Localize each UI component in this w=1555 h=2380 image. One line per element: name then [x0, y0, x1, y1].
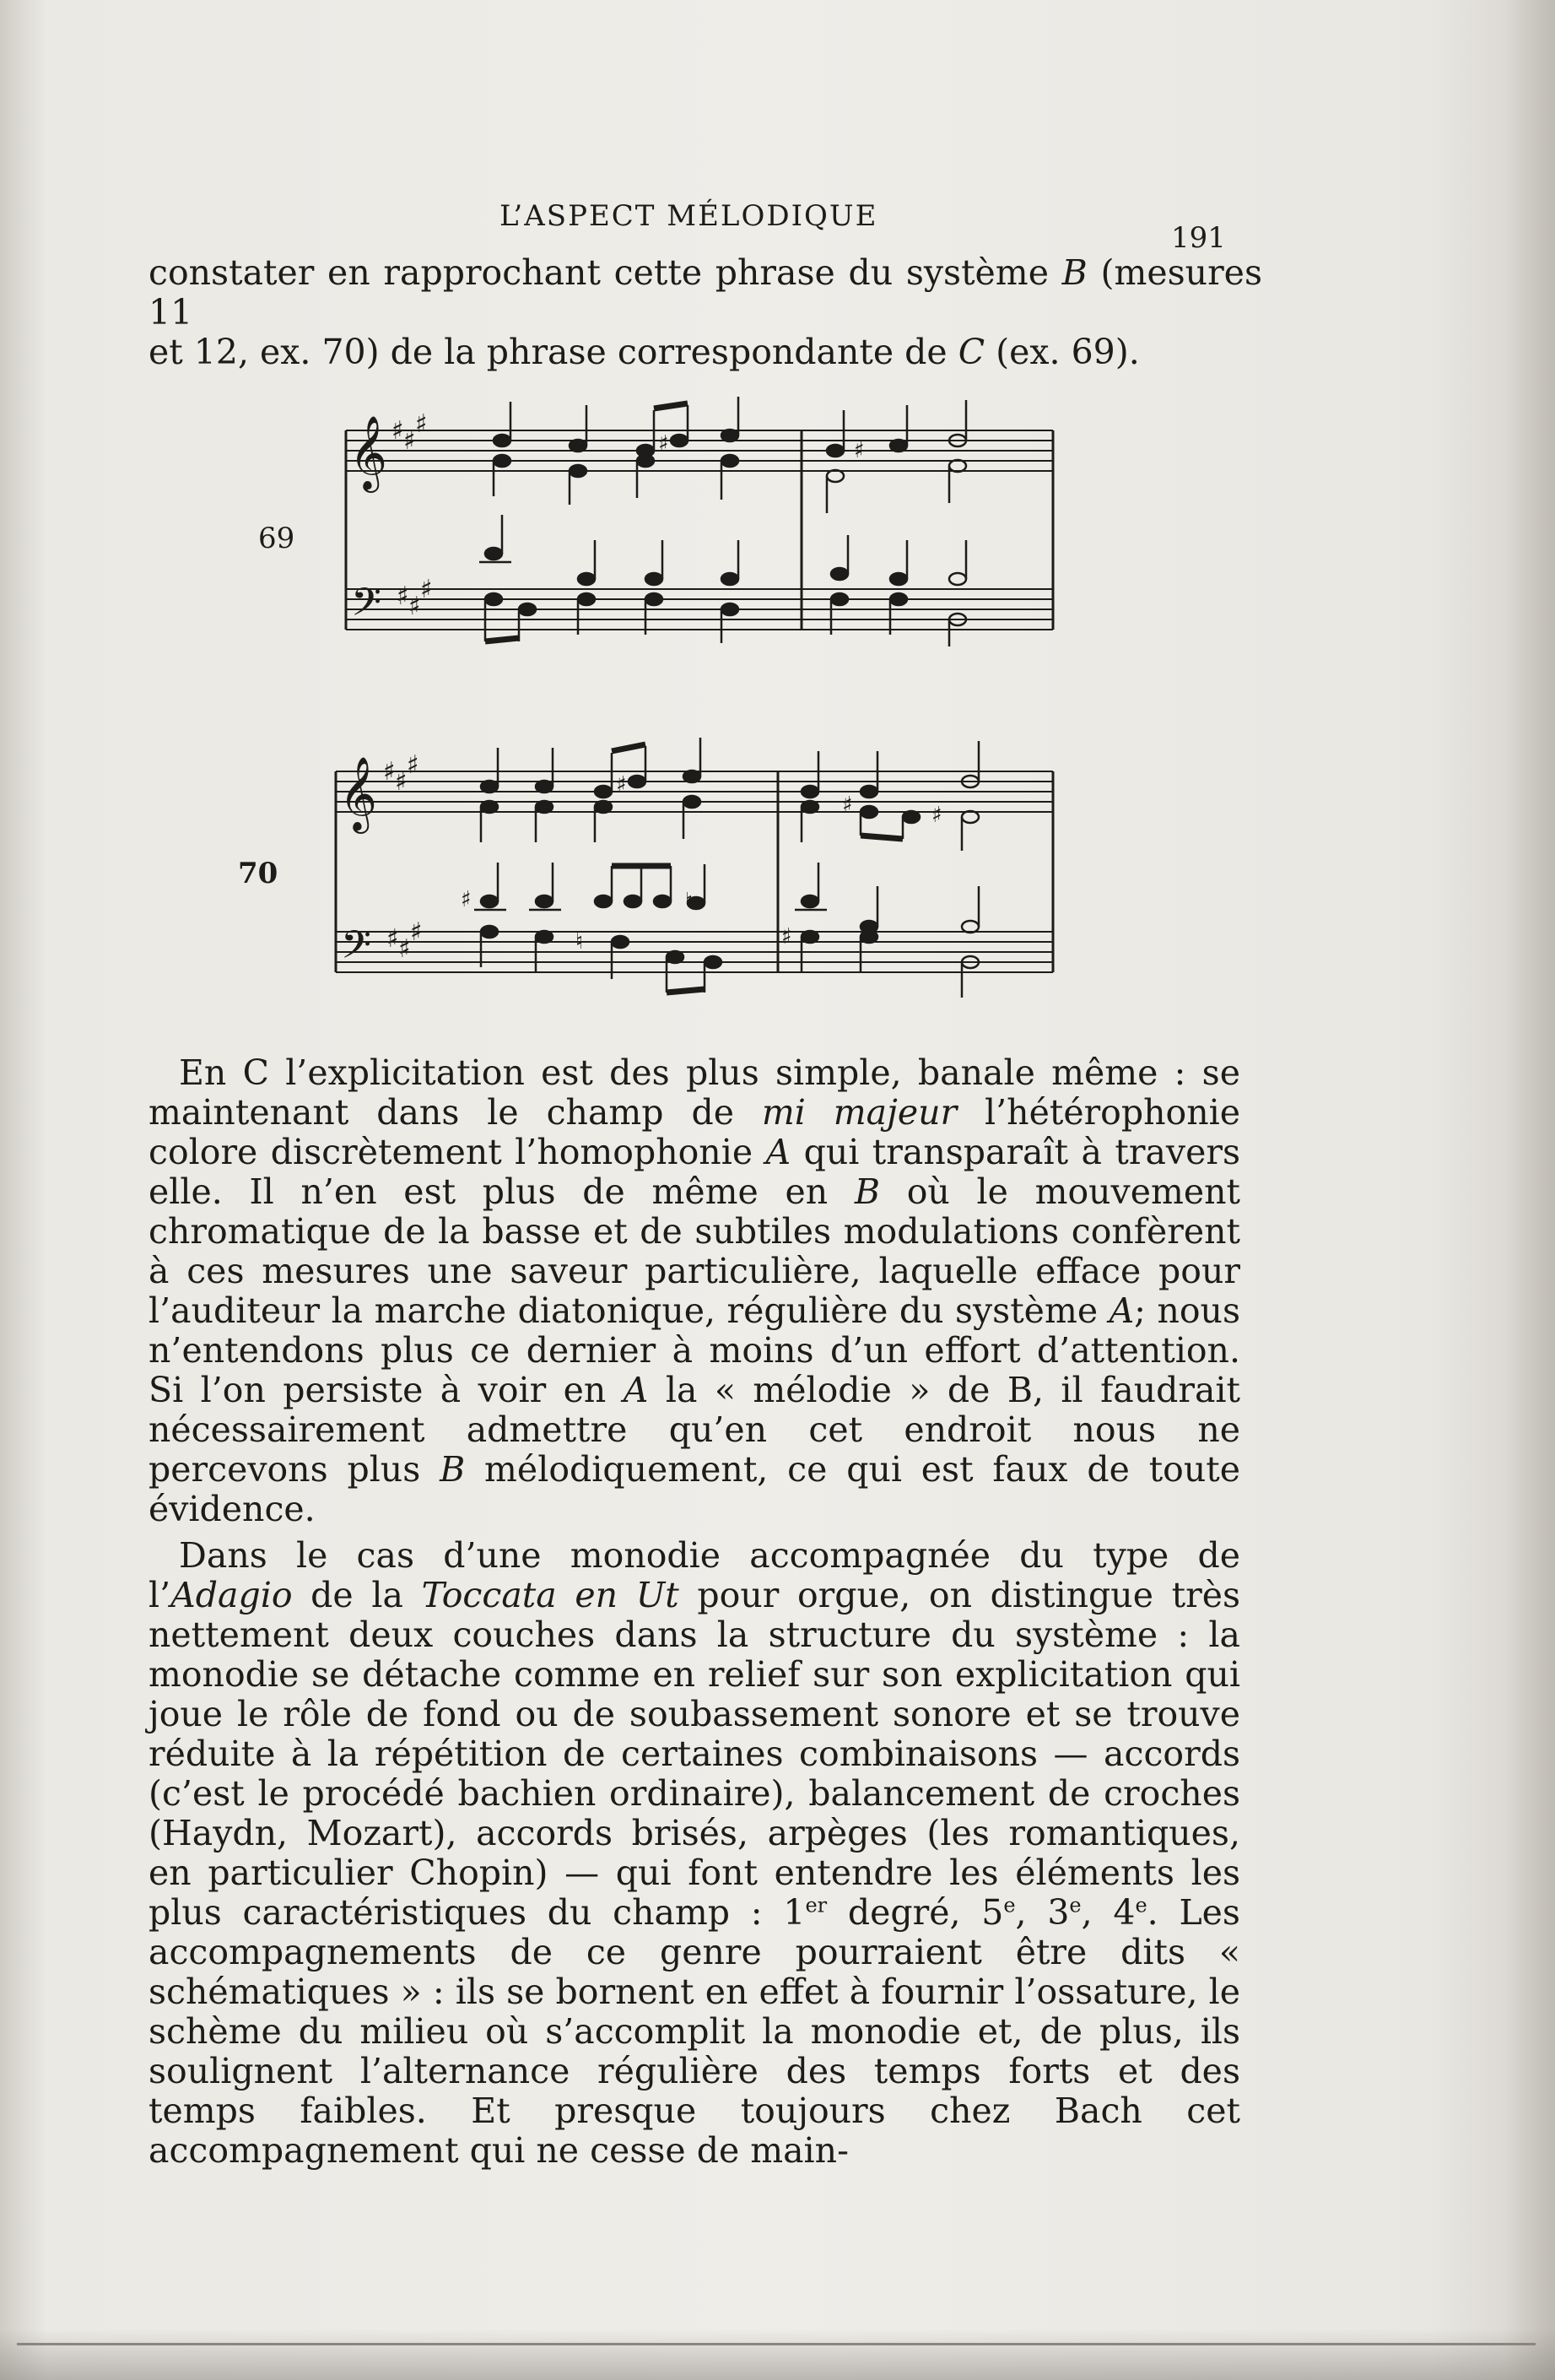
page-number: 191 [1171, 221, 1226, 255]
svg-text:♮: ♮ [575, 929, 584, 955]
paragraph-1: En C l’explicitation est des plus simple, banale même : se maintenant dans le champ de mi majeur l’hétérophonie colore discrètement l’homophonie A qui transparaît à travers elle. Il n’en est plus de même en B où le mouvement chromatique de la basse et de subtiles modulations confèrent à ces mesures une saveur particulière, laquelle efface pour l’auditeur la marche diatonique, régulière du système A; nous n’entendons plus ce dernier à moins d’un effort d’attention. Si l’on persiste à voir en A la « mélodie » de B, il faudrait nécessairement admettre qu’en cet endroit nous ne percevons plus B mélodiquement, ce qui est faux de toute évidence. [148, 1052, 1241, 1529]
svg-text:♯: ♯ [386, 924, 399, 954]
svg-text:𝄞: 𝄞 [339, 755, 377, 830]
example-label-70: 70 [238, 857, 278, 890]
svg-text:♯: ♯ [658, 431, 669, 457]
music-example-70 [329, 734, 1063, 1004]
svg-text:♯: ♯ [461, 887, 472, 912]
body-text [148, 1053, 1240, 2171]
svg-text:♯: ♯ [616, 772, 627, 798]
page-bottom-rule [17, 2343, 1536, 2345]
svg-text:♯: ♯ [395, 767, 408, 797]
svg-text:𝄞: 𝄞 [349, 414, 387, 490]
page-bottom-shadow [0, 2329, 1555, 2380]
svg-text:♯: ♯ [383, 757, 396, 787]
svg-text:♯: ♯ [408, 592, 421, 621]
svg-text:♯: ♯ [391, 416, 404, 446]
svg-text:𝄢: 𝄢 [351, 580, 382, 635]
svg-text:♮: ♮ [685, 889, 694, 914]
svg-text:♯: ♯ [403, 426, 416, 456]
svg-text:♯: ♯ [781, 924, 792, 949]
intro-line-1: constater en rapprochant cette phrase du système B (mesures 11 [148, 252, 1262, 333]
running-head: L’ASPECT MÉLODIQUE [499, 199, 878, 233]
svg-text:♯: ♯ [854, 438, 865, 463]
svg-text:♯: ♯ [398, 934, 411, 964]
example-label-69: 69 [258, 522, 295, 555]
music-example-69 [337, 397, 1063, 650]
paragraph-2: Dans le cas d’une monodie accompagnée du type de l’Adagio de la Toccata en Ut pour orgue, on distingue très nettement deux couches dans la structure du système : la monodie se détache comme en relief sur son explicitation qui joue le rôle de fond ou de soubassement sonore et se trouve réduite à la répétition de certaines combinaisons — accords (c’est le procédé bachien ordinaire), balancement de croches (Haydn, Mozart), accords brisés, arpèges (les romantiques, en particulier Chopin) — qui font entendre les éléments les plus caractéristiques du champ : 1er degré, 5e, 3e, 4e. Les accompagnements de ce genre pourraient être dits « schématiques » : ils se bornent en effet à fournir l’ossature, le schème du milieu où s’accomplit la monodie et, de plus, ils soulignent l’alternance régulière des temps forts et des temps faibles. Et presque toujours chez Bach cet accompagnement qui ne cesse de main- [148, 1535, 1240, 2171]
svg-text:♯: ♯ [415, 409, 428, 439]
svg-text:♯: ♯ [407, 750, 419, 780]
intro-text [148, 253, 1262, 372]
intro-line-2: et 12, ex. 70) de la phrase correspondante de C (ex. 69). [148, 332, 1140, 372]
svg-text:♯: ♯ [410, 917, 423, 947]
svg-text:♯: ♯ [397, 581, 409, 611]
svg-text:♯: ♯ [931, 803, 942, 828]
page-edge-shadow [1504, 0, 1555, 2380]
svg-text:♯: ♯ [842, 792, 853, 818]
svg-text:𝄢: 𝄢 [341, 922, 372, 977]
svg-text:♯: ♯ [420, 575, 433, 604]
